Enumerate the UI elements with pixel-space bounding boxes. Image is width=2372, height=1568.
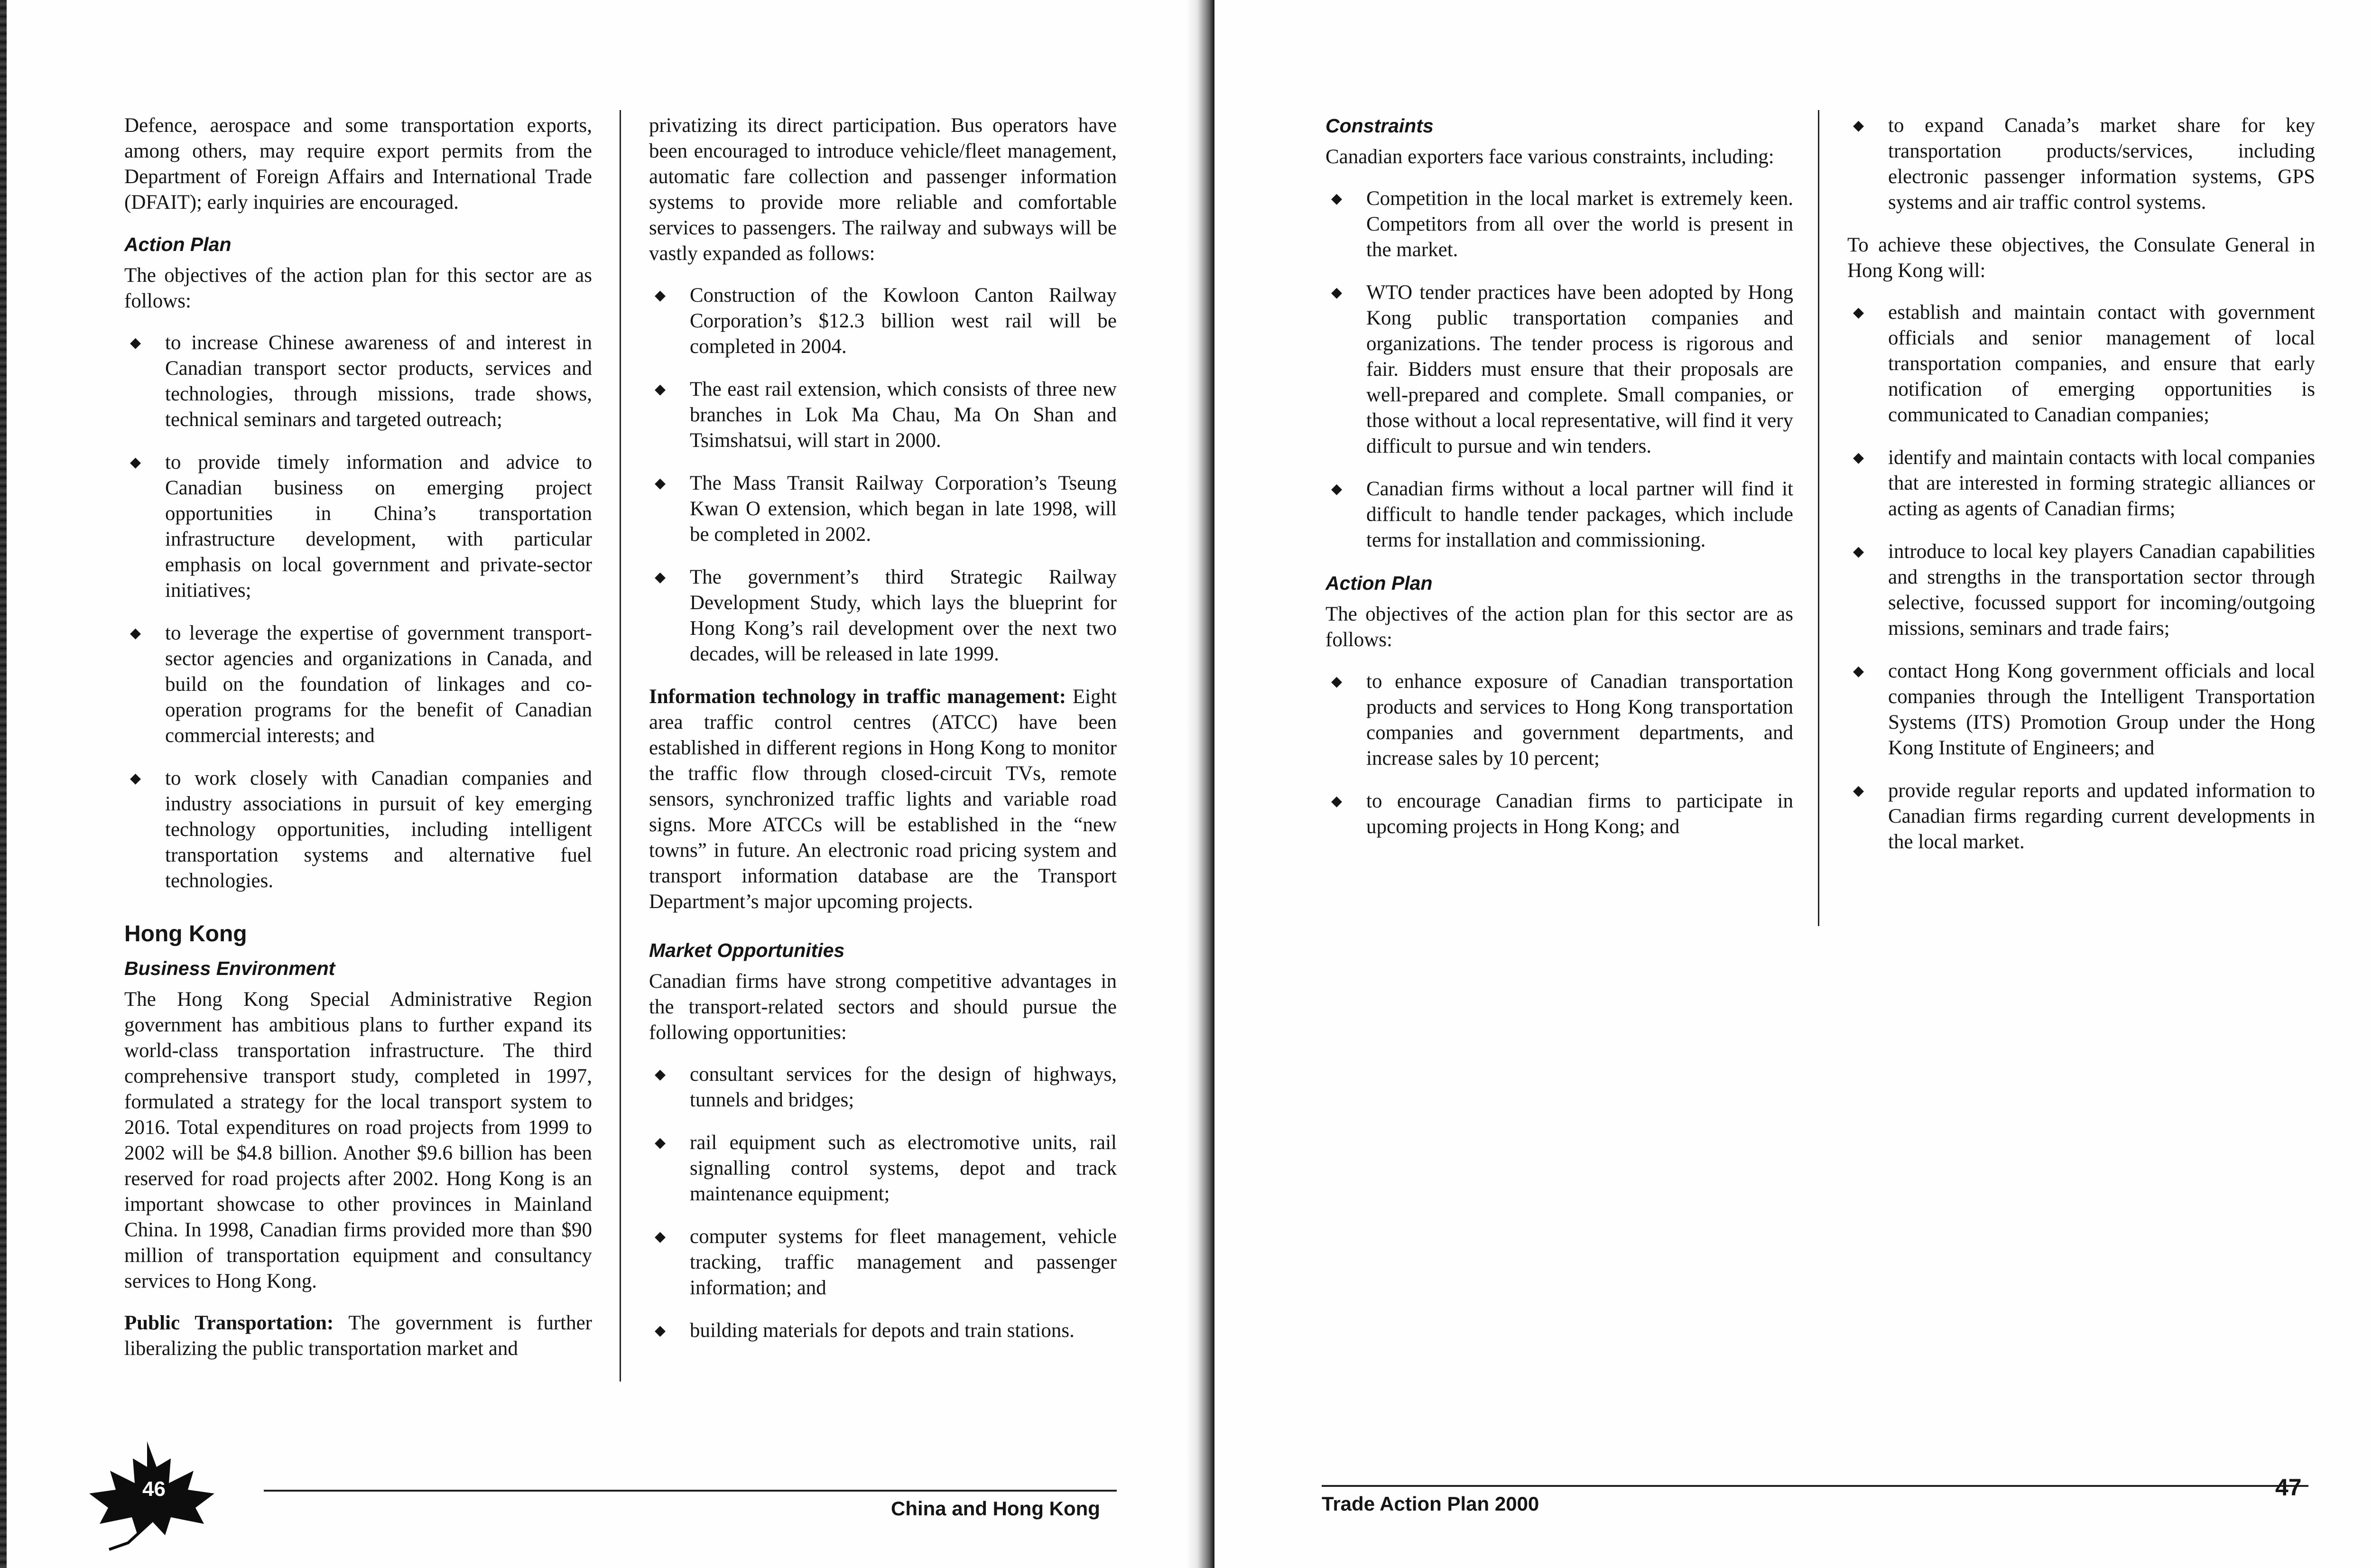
list-item: ◆ identify and maintain contacts with local companies that are interested in forming strategic alliances or acting as agents of Canadian firms; <box>1847 445 2315 522</box>
page-number-left: 46 <box>142 1477 166 1501</box>
list-item: ◆ rail equipment such as electromotive units, rail signalling control systems, depot and track maintenance equipment; <box>649 1130 1117 1207</box>
market-opportunities-heading: Market Opportunities <box>649 939 845 961</box>
achieve-intro: To achieve these objectives, the Consulate General in Hong Kong will: <box>1847 234 2315 282</box>
it-traffic-lead: Information technology in traffic management: <box>649 686 1066 708</box>
constraints-heading: Constraints <box>1325 115 1434 137</box>
bullet-icon: ◆ <box>655 569 666 585</box>
scan-edge <box>0 0 7 1568</box>
list-item: ◆ provide regular reports and updated information to Canadian firms regarding current developments in the local market. <box>1847 778 2315 855</box>
list-item: ◆ to enhance exposure of Canadian transportation products and services to Hong Kong transportation companies and government departments, and increase sales by 10 percent; <box>1325 669 1793 771</box>
intro-paragraph: Defence, aerospace and some transportation exports, among others, may require export permits from the Department of Foreign Affairs and International Trade (DFAIT); early inquiries are encouraged. <box>124 114 592 213</box>
constraints-intro: Canadian exporters face various constraints, including: <box>1325 146 1774 168</box>
bullet-icon: ◆ <box>1853 117 1864 134</box>
list-item: ◆ Construction of the Kowloon Canton Railway Corporation’s $12.3 billion west rail will be completed in 2004. <box>649 283 1117 360</box>
footer-rule <box>1322 1485 2308 1487</box>
bullet-icon: ◆ <box>1853 782 1864 799</box>
constraints-list <box>1325 186 1793 553</box>
rail-projects-list <box>649 283 1117 667</box>
left-column-1 <box>124 113 592 1378</box>
list-item: ◆ The east rail extension, which consists of three new branches in Lok Ma Chau, Ma On Shan and Tsimshatsui, will start in 2000. <box>649 377 1117 454</box>
consulate-actions-list <box>1847 300 2315 855</box>
continuation-paragraph: privatizing its direct participation. Bus operators have been encouraged to introduce vehicle/fleet management, automatic fare collection and passenger information systems to provide more reliable and comfortable services to passengers. The railway and subways will be vastly expanded as follows: <box>649 114 1117 265</box>
hong-kong-heading: Hong Kong <box>124 921 247 946</box>
column-divider <box>620 110 621 1382</box>
list-item: ◆ The government’s third Strategic Railway Development Study, which lays the blueprint for Hong Kong’s rail development over the next two decades, will be released in late 1999. <box>649 565 1117 667</box>
bullet-icon: ◆ <box>130 770 141 787</box>
list-item: ◆ contact Hong Kong government officials and local companies through the Intelligent Transportation Systems (ITS) Promotion Group under the Hong Kong Institute of Engineers; and <box>1847 659 2315 761</box>
list-item: ◆ to work closely with Canadian companies and industry associations in pursuit of key emerging technology opportunities, including intelligent transportation systems and alternative fuel technologies. <box>124 766 592 894</box>
bullet-icon: ◆ <box>1331 190 1343 207</box>
bullet-icon: ◆ <box>655 475 666 492</box>
binding-shadow <box>1186 0 1214 1568</box>
list-item: ◆ to leverage the expertise of government transport-sector agencies and organizations in Canada, and build on the foundation of linkages and co-operation programs for the benefit of Canadian commercial interests; and <box>124 621 592 749</box>
list-item: ◆ Competition in the local market is extremely keen. Competitors from all over the world is present in the market. <box>1325 186 1793 263</box>
right-column-2 <box>1847 113 2315 872</box>
bullet-icon: ◆ <box>655 1322 666 1339</box>
bullet-icon: ◆ <box>1331 284 1343 301</box>
objectives-list <box>1325 669 1793 840</box>
list-item: ◆ computer systems for fleet management, vehicle tracking, traffic management and passenger information; and <box>649 1224 1117 1301</box>
column-divider <box>1818 110 1819 926</box>
list-item: ◆ to expand Canada’s market share for key transportation products/services, including electronic passenger information systems, GPS systems and air traffic control systems. <box>1847 113 2315 215</box>
list-item: ◆ to encourage Canadian firms to participate in upcoming projects in Hong Kong; and <box>1325 789 1793 840</box>
bullet-icon: ◆ <box>655 1134 666 1151</box>
list-item: ◆ to increase Chinese awareness of and interest in Canadian transport sector products, services and technologies, through missions, trade shows, technical seminars and targeted outreach; <box>124 330 592 433</box>
public-transportation-lead: Public Transportation: <box>124 1312 334 1334</box>
objectives-continued-list <box>1847 113 2315 215</box>
right-page <box>1214 0 2372 1568</box>
footer-title: Trade Action Plan 2000 <box>1322 1493 1539 1515</box>
market-opportunities-intro: Canadian firms have strong competitive advantages in the transport-related sectors and should pursue the following opportunities: <box>649 970 1117 1044</box>
bullet-icon: ◆ <box>1853 663 1864 679</box>
it-traffic-paragraph: Information technology in traffic management: Eight area traffic control centres (ATCC) have been established in different regions in Hong Kong to monitor the traffic flow through closed-circuit TVs, remote sensors, synchronized traffic lights and variable road signs. More ATCCs will be established in the “new towns” in future. An electronic road pricing system and transport information database are the Transport Department’s major upcoming projects. <box>649 686 1117 913</box>
action-plan-intro: The objectives of the action plan for this sector are as follows: <box>1325 603 1793 651</box>
list-item: ◆ Canadian firms without a local partner will find it difficult to handle tender packages, which include terms for installation and commissioning. <box>1325 476 1793 553</box>
bullet-icon: ◆ <box>1331 481 1343 497</box>
bullet-icon: ◆ <box>1853 449 1864 466</box>
business-environment-paragraph: The Hong Kong Special Administrative Region government has ambitious plans to further expand its world-class transportation infrastructure. The third comprehensive transport study, completed in 1997, formulated a strategy for the local transport system to 2016. Total expenditures on road projects from 1999 to 2002 will be $4.8 billion. Another $9.6 billion has been reserved for road projects after 2002. Hong Kong is an important showcase to other provinces in Mainland China. In 1998, Canadian firms provided more than $90 million of transportation equipment and consultancy services to Hong Kong. <box>124 988 592 1292</box>
bullet-icon: ◆ <box>655 287 666 304</box>
bullet-icon: ◆ <box>130 454 141 471</box>
list-item: ◆ introduce to local key players Canadian capabilities and strengths in the transportation sector through selective, focussed support for incoming/outgoing missions, seminars and trade fairs; <box>1847 539 2315 641</box>
list-item: ◆ to provide timely information and advice to Canadian business on emerging project opportunities in China’s transportation infrastructure development, with particular emphasis on local government and private-sector initiatives; <box>124 450 592 603</box>
action-plan-intro: The objectives of the action plan for this sector are as follows: <box>124 264 592 312</box>
left-column-2 <box>649 113 1117 1361</box>
bullet-icon: ◆ <box>130 334 141 351</box>
footer-title: China and Hong Kong <box>891 1497 1100 1520</box>
opportunities-list <box>649 1062 1117 1344</box>
action-plan-heading: Action Plan <box>124 233 232 255</box>
list-item: ◆ WTO tender practices have been adopted by Hong Kong public transportation companies and organizations. The tender process is rigorous and fair. Bidders must ensure that their proposals are well-prepared and complete. Small companies, or those without a local representative, will find it very difficult to pursue and win tenders. <box>1325 280 1793 459</box>
bullet-icon: ◆ <box>655 1066 666 1083</box>
bullet-icon: ◆ <box>655 381 666 398</box>
business-environment-heading: Business Environment <box>124 957 335 979</box>
bullet-icon: ◆ <box>655 1228 666 1245</box>
public-transportation-paragraph: Public Transportation: The government is further liberalizing the public transportation market and <box>124 1312 592 1360</box>
list-item: ◆ building materials for depots and train stations. <box>649 1318 1117 1344</box>
bullet-icon: ◆ <box>1331 673 1343 690</box>
page-number-right: 47 <box>2275 1474 2302 1501</box>
footer-rule <box>264 1490 1117 1492</box>
right-column-1 <box>1325 113 1793 857</box>
list-item: ◆ consultant services for the design of highways, tunnels and bridges; <box>649 1062 1117 1113</box>
bullet-icon: ◆ <box>1853 543 1864 560</box>
objectives-list <box>124 330 592 894</box>
list-item: ◆ The Mass Transit Railway Corporation’s Tseung Kwan O extension, which began in late 1998, will be completed in 2002. <box>649 471 1117 547</box>
list-item: ◆ establish and maintain contact with government officials and senior management of local transportation companies, and ensure that early notification of emerging opportunities is communicated to Canadian companies; <box>1847 300 2315 428</box>
bullet-icon: ◆ <box>1331 793 1343 809</box>
action-plan-heading: Action Plan <box>1325 572 1433 594</box>
bullet-icon: ◆ <box>130 625 141 641</box>
bullet-icon: ◆ <box>1853 304 1864 321</box>
